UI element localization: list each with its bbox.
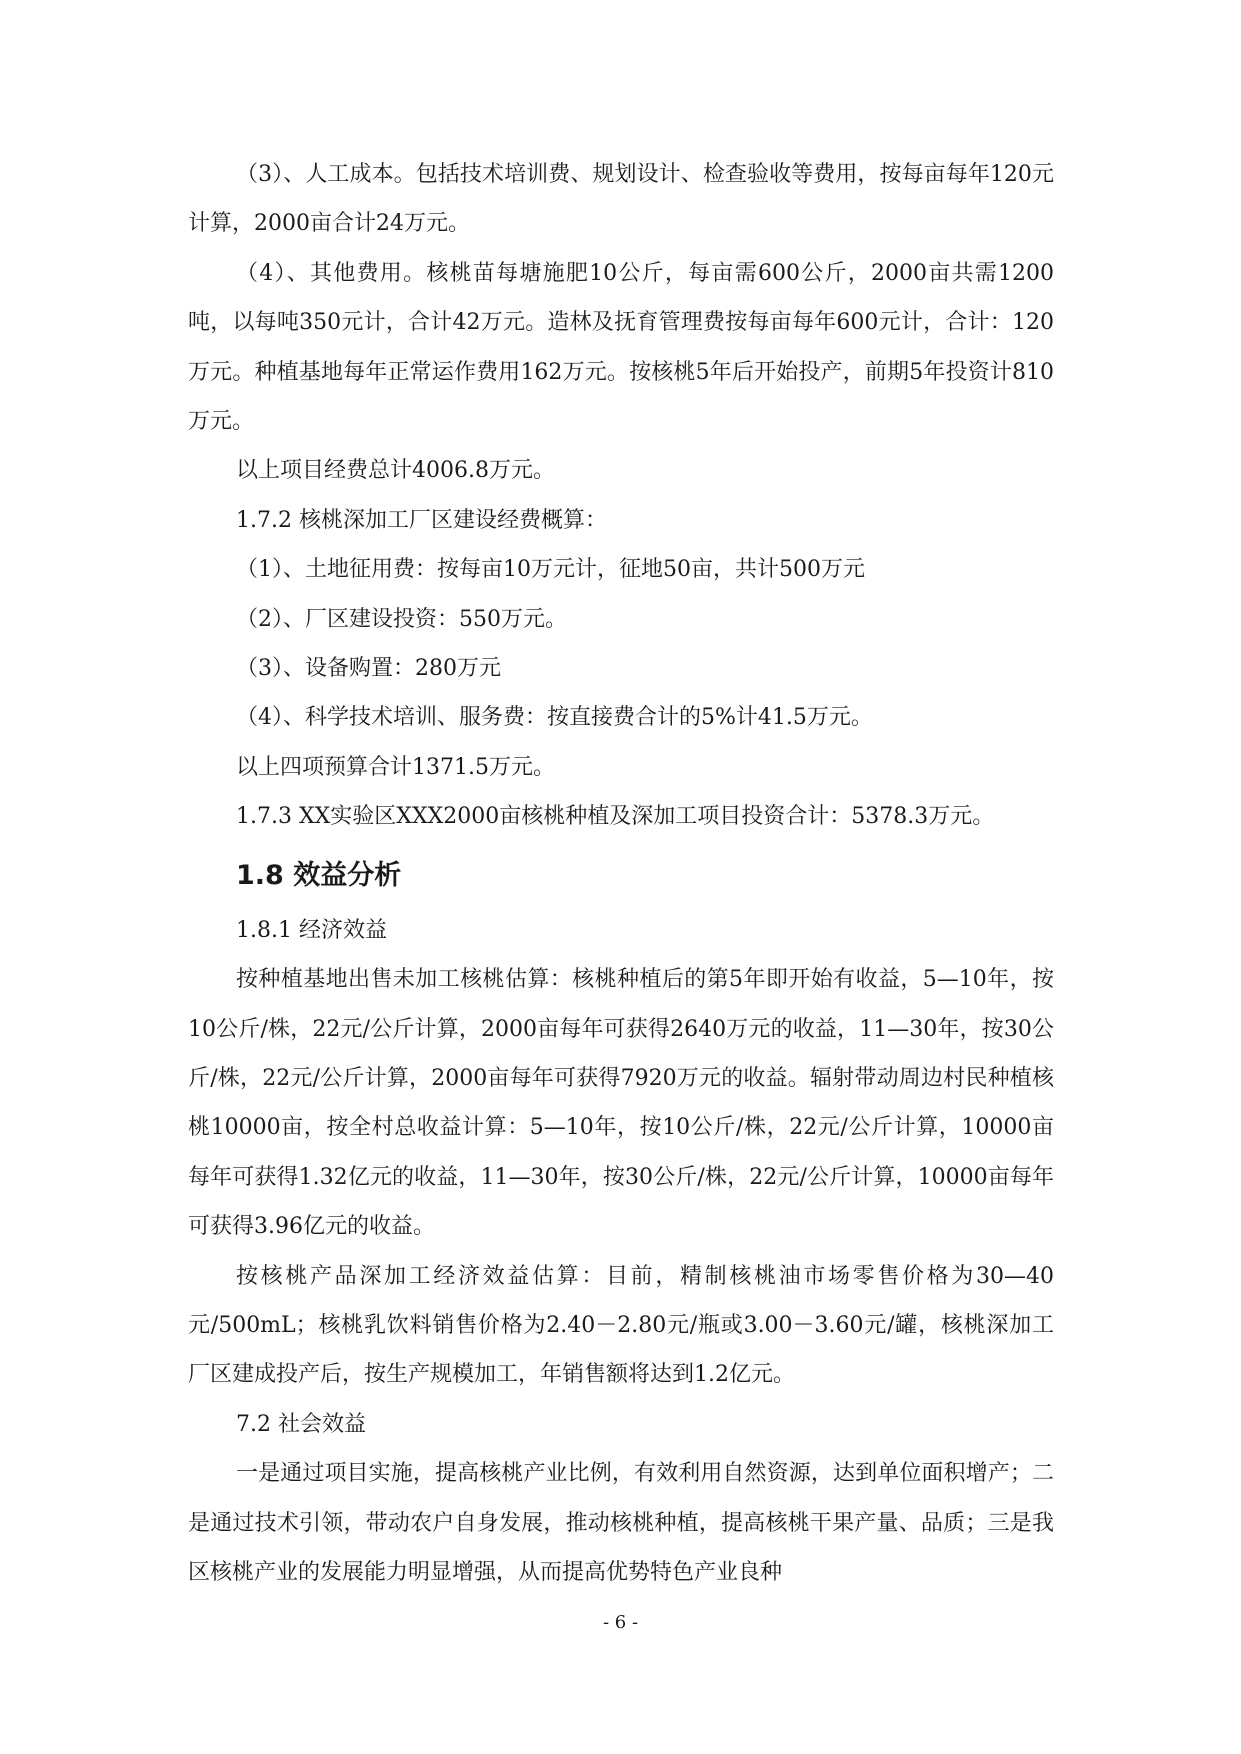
paragraph-processing-benefit: 按核桃产品深加工经济效益估算：目前，精制核桃油市场零售价格为30—40元/500mL；核桃乳饮料销售价格为2.40－2.80元/瓶或3.00－3.60元/罐，核桃深加工厂区建成投产后，按生产规模加工，年销售额将达到1.2亿元。 [188, 1263, 1054, 1388]
section-heading: 1.8 效益分析 [236, 859, 402, 891]
paragraph-planting-benefit: 按种植基地出售未加工核桃估算：核桃种植后的第5年即开始有收益，5—10年，按10公斤/株，22元/公斤计算，2000亩每年可获得2640万元的收益，11—30年，按30公斤/株，22元/公斤计算，2000亩每年可获得7920万元的收益。辐射带动周边村民种植核桃10000亩，按全村总收益计算：5—10年，按10公斤/株，22元/公斤计算，10000亩每年可获得1.32亿元的收益，11—30年，按30公斤/株，22元/公斤计算，10000亩每年可获得3.96亿元的收益。 [188, 967, 1054, 1240]
subheading-1-7-2: 1.7.2 核桃深加工厂区建设经费概算： [236, 507, 607, 533]
list-item-training: （4）、科学技术培训、服务费：按直接费合计的5%计41.5万元。 [236, 705, 873, 731]
paragraph-total: 以上项目经费总计4006.8万元。 [236, 458, 555, 484]
paragraph-other-costs: （4）、其他费用。核桃苗每塘施肥10公斤，每亩需600公斤，2000亩共需1200吨，以每吨350元计，合计42万元。造林及抚育管理费按每亩每年600元计，合计：120万元。种植基地每年正常运作费用162万元。按核桃5年后开始投产，前期5年投资计810万元。 [188, 260, 1054, 435]
subheading-1-8-1: 1.8.1 经济效益 [236, 917, 387, 943]
list-item-plant: （2）、厂区建设投资：550万元。 [236, 606, 567, 632]
body-text [188, 150, 1054, 1597]
paragraph-social-benefit: 一是通过项目实施，提高核桃产业比例，有效利用自然资源，达到单位面积增产；二是通过技术引领，带动农户自身发展，推动核桃种植，提高核桃干果产量、品质；三是我区核桃产业的发展能力明显增强，从而提高优势特色产业良种 [188, 1461, 1054, 1585]
paragraph-labor-cost: （3）、人工成本。包括技术培训费、规划设计、检查验收等费用，按每亩每年120元计算，2000亩合计24万元。 [188, 162, 1054, 237]
subheading-1-7-3: 1.7.3 XX实验区XXX2000亩核桃种植及深加工项目投资合计：5378.3万元。 [236, 804, 995, 830]
paragraph-subtotal: 以上四项预算合计1371.5万元。 [236, 754, 555, 780]
page-number: - 6 - [602, 1612, 639, 1633]
list-item-land: （1）、土地征用费：按每亩10万元计，征地50亩，共计500万元 [236, 557, 865, 583]
subheading-7-2: 7.2 社会效益 [236, 1411, 366, 1437]
list-item-equipment: （3）、设备购置：280万元 [236, 656, 501, 682]
